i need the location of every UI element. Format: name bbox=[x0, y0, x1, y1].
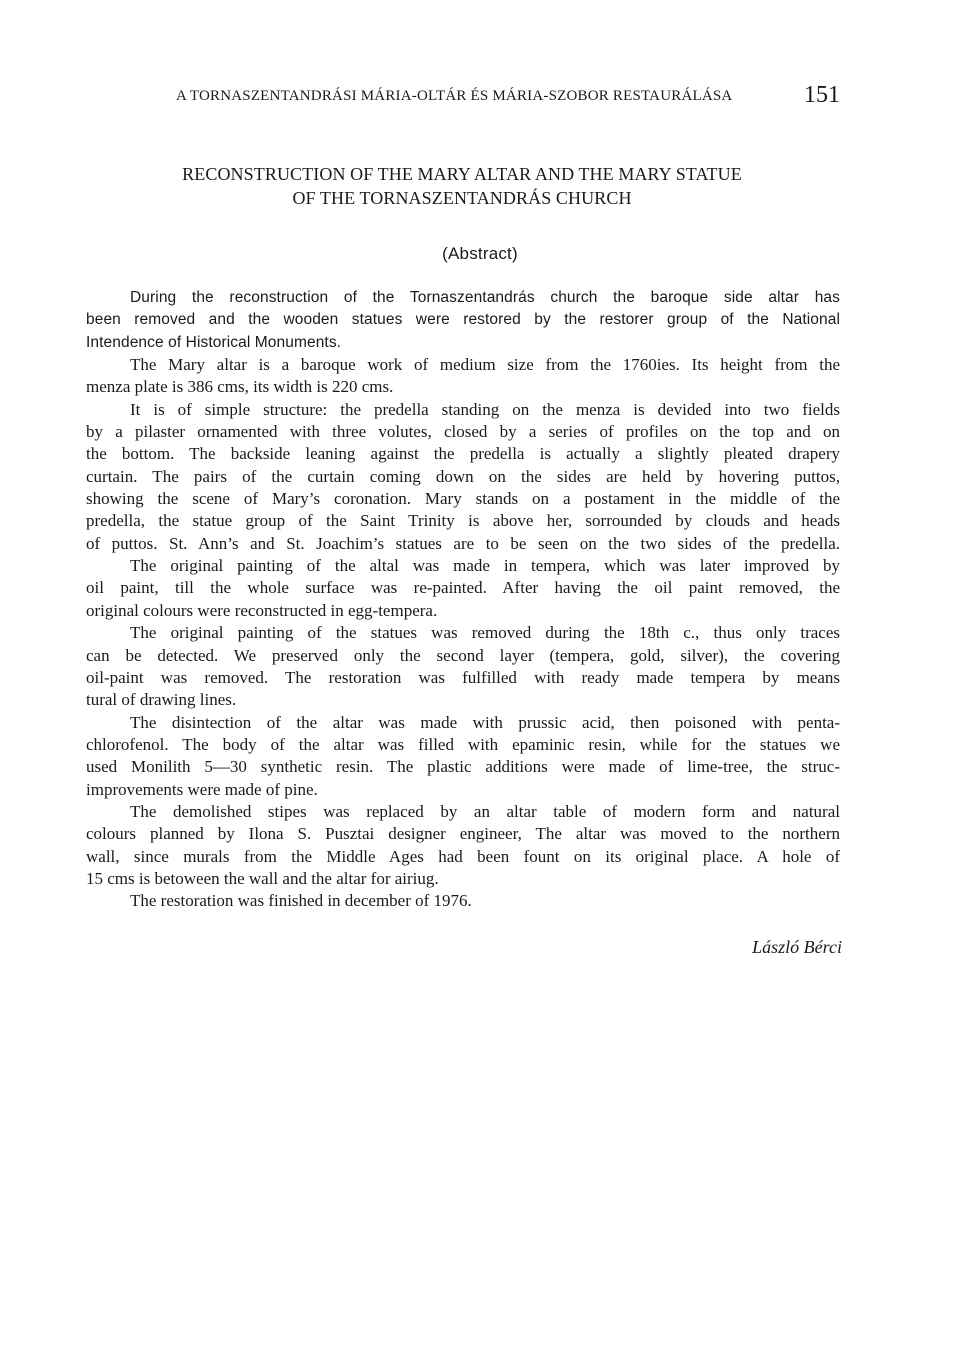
page-number: 151 bbox=[804, 82, 840, 108]
body-line: oil paint, till the whole surface was re-painted. After having the oil paint removed, the bbox=[86, 578, 840, 598]
body-line: chlorofenol. The body of the altar was filled with epaminic resin, while for the statues we bbox=[86, 734, 840, 754]
body-line: used Monilith 5—30 synthetic resin. The plastic additions were made of lime-tree, the struc- bbox=[86, 757, 840, 777]
body-line: menza plate is 386 cms, its width is 220 cms. bbox=[86, 377, 394, 397]
body-line: 15 cms is betoween the wall and the altar for airiug. bbox=[86, 868, 439, 888]
abstract-label: (Abstract) bbox=[442, 244, 518, 263]
body-line: During the reconstruction of the Tornaszentandrás church the baroque side altar has bbox=[130, 289, 840, 306]
body-line: The restoration was finished in december of 1976. bbox=[130, 891, 472, 911]
author-signature: László Bérci bbox=[752, 937, 842, 957]
running-head bbox=[176, 82, 840, 110]
body-line: The original painting of the altal was made in tempera, which was later improved by bbox=[130, 556, 840, 576]
body-line: been removed and the wooden statues were restored by the restorer group of the National bbox=[86, 311, 840, 329]
body-line: of puttos. St. Ann’s and St. Joachim’s statues are to be seen on the two sides of the predella. bbox=[86, 533, 840, 553]
body-line: colours planned by Ilona S. Pusztai designer engineer, The altar was moved to the northern bbox=[86, 824, 840, 844]
article-title bbox=[86, 162, 838, 210]
body-line: It is of simple structure: the predella standing on the menza is devided into two fields bbox=[130, 399, 840, 419]
body-line: oil-paint was removed. The restoration was fulfilled with ready made tempera by means bbox=[86, 667, 840, 687]
running-head-title: A TORNASZENTANDRÁSI MÁRIA-OLTÁR ÉS MÁRIA-SZOBOR RESTAURÁLÁSA bbox=[176, 88, 733, 104]
body-line: The demolished stipes was replaced by an altar table of modern form and natural bbox=[130, 801, 840, 821]
body-line: tural of drawing lines. bbox=[86, 690, 237, 710]
body-line: original colours were reconstructed in egg-tempera. bbox=[86, 600, 438, 620]
body-line: wall, since murals from the Middle Ages had been fount on its original place. A hole of bbox=[86, 846, 840, 866]
title-line-2: OF THE TORNASZENTANDRÁS CHURCH bbox=[292, 188, 632, 208]
body-line: can be detected. We preserved only the second layer (tempera, gold, silver), the covering bbox=[86, 645, 840, 665]
body-line: by a pilaster ornamented with three volutes, closed by a series of profiles on the top and on bbox=[86, 422, 840, 442]
body-line: improvements were made of pine. bbox=[86, 779, 318, 799]
body-line: Intendence of Historical Monuments. bbox=[86, 333, 342, 351]
body-line: The disintection of the altar was made with prussic acid, then poisoned with penta- bbox=[130, 712, 840, 732]
title-line-1: RECONSTRUCTION OF THE MARY ALTAR AND THE MARY STATUE bbox=[182, 164, 742, 184]
body-line: curtain. The pairs of the curtain coming down on the sides are held by hovering puttos, bbox=[86, 466, 840, 486]
body-line: predella, the statue group of the Saint Trinity is above her, sorrounded by clouds and heads bbox=[86, 511, 840, 531]
body-line: showing the scene of Mary’s coronation. Mary stands on a postament in the middle of the bbox=[86, 489, 840, 509]
abstract-body bbox=[86, 287, 840, 913]
body-line: The original painting of the statues was removed during the 18th c., thus only traces bbox=[130, 623, 840, 643]
body-line: The Mary altar is a baroque work of medium size from the 1760ies. Its height from the bbox=[130, 355, 840, 375]
body-line: the bottom. The backside leaning against the predella is actually a slightly pleated drapery bbox=[86, 444, 840, 464]
